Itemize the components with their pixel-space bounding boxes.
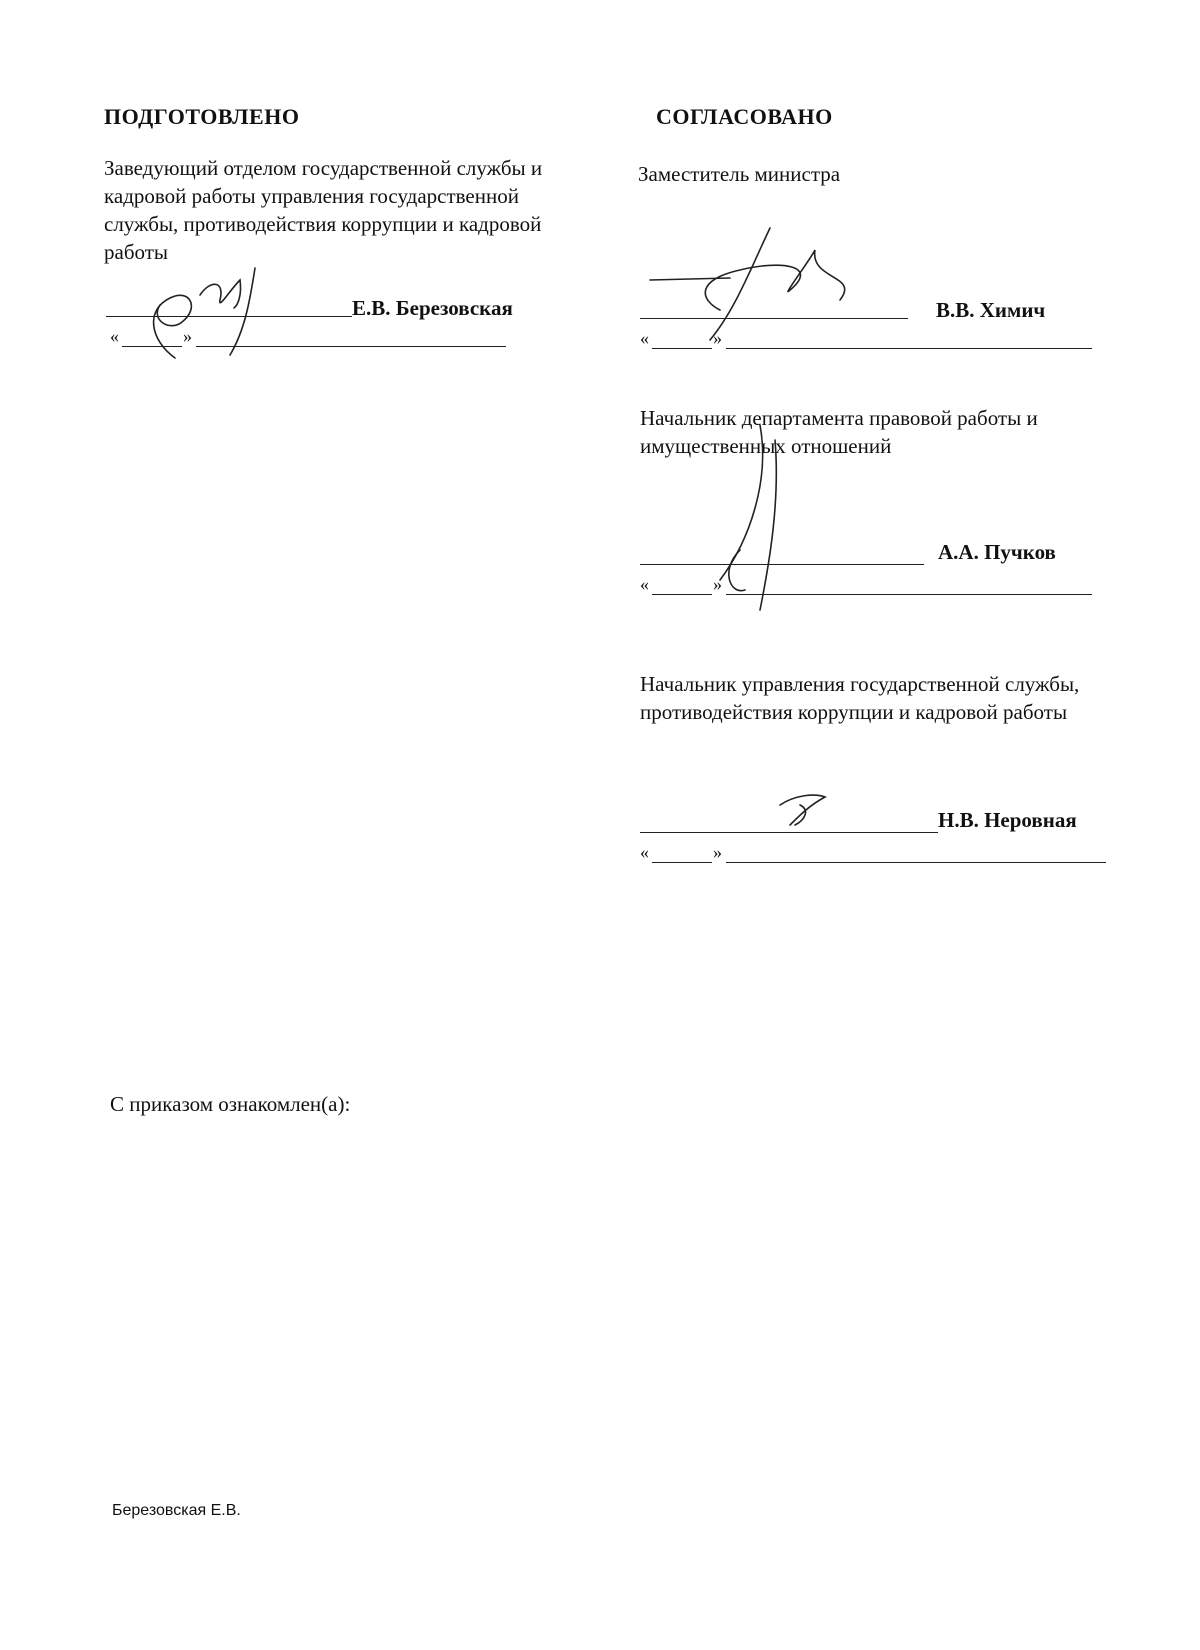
agreed-date-day-line-1	[652, 348, 712, 349]
agreed-date-close-quote-2: »	[713, 574, 722, 594]
agreed-position-2: Начальник департамента правовой работы и имущественных отношений	[640, 406, 1038, 458]
prepared-name: Е.В. Березовская	[352, 296, 513, 320]
agreed-signature-line-1	[640, 318, 908, 319]
prepared-signature-scribble	[130, 250, 280, 370]
agreed-signature-line-2	[640, 564, 924, 565]
prepared-signature-line	[106, 316, 352, 317]
agreed-signature-scribble-3	[770, 785, 840, 835]
prepared-date-open-quote: «	[110, 326, 119, 346]
agreed-date-close-quote-3: »	[713, 842, 722, 862]
agreed-name-1: В.В. Химич	[936, 298, 1046, 322]
agreed-date-open-quote-3: «	[640, 842, 649, 862]
prepared-date-day-line	[122, 346, 182, 347]
prepared-date-line	[196, 346, 506, 347]
agreed-name-3: Н.В. Неровная	[938, 808, 1077, 832]
agreed-date-close-quote-1: »	[713, 328, 722, 348]
agreed-date-line-3	[726, 862, 1106, 863]
agreed-date-open-quote-2: «	[640, 574, 649, 594]
agreed-date-day-line-3	[652, 862, 712, 863]
agreed-signature-scribble-1	[640, 220, 880, 360]
agreed-date-line-1	[726, 348, 1092, 349]
agreed-date-open-quote-1: «	[640, 328, 649, 348]
executor-name: Березовская Е.В.	[112, 1502, 241, 1519]
prepared-position: Заведующий отделом государственной службы и кадровой работы управления государственной службы, противодействия коррупции и кадровой работы	[104, 156, 543, 264]
agreed-date-day-line-2	[652, 594, 712, 595]
agreed-position-3: Начальник управления государственной службы, противодействия коррупции и кадровой работы	[640, 672, 1080, 724]
acquainted-label: С приказом ознакомлен(а):	[110, 1092, 351, 1116]
prepared-heading: ПОДГОТОВЛЕНО	[104, 104, 300, 129]
agreed-heading: СОГЛАСОВАНО	[656, 104, 833, 129]
agreed-position-1: Заместитель министра	[638, 162, 841, 186]
prepared-date-close-quote: »	[183, 326, 192, 346]
agreed-date-line-2	[726, 594, 1092, 595]
agreed-name-2: А.А. Пучков	[938, 540, 1056, 564]
agreed-signature-line-3	[640, 832, 938, 833]
